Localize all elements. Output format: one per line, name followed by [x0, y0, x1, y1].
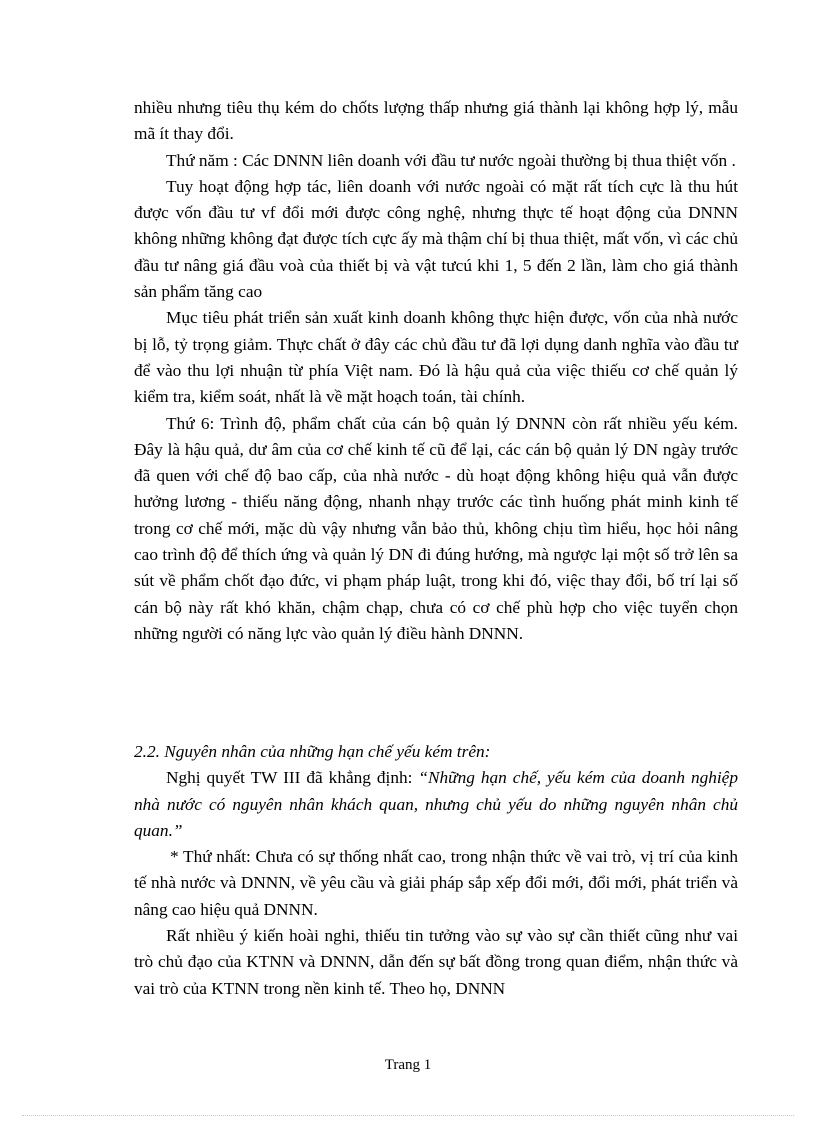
paragraph-6-quote: “Những hạn chế, yếu kém của doanh nghiệp nhà nước có nguyên nhân khách quan, nhưng chủ yếu do những nguyên nhân chủ quan.” [134, 768, 738, 840]
paragraph-5: Thứ 6: Trình độ, phẩm chất của cán bộ quản lý DNNN còn rất nhiều yếu kém. Đây là hậu quả, dư âm của cơ chế kinh tế cũ để lại, các cán bộ quản lý DN ngày trước đã quen với chế độ bao cấp, của nhà nước - dù hoạt động không hiệu quả vẫn được hưởng lương - thiếu năng động, nhanh nhạy trước các tình huống phát minh kinh tế trong cơ chế mới, mặc dù vậy nhưng vẫn bảo thủ, không chịu tìm hiểu, học hỏi nâng cao trình độ để thích ứng và quản lý DN đi đúng hướng, mà ngược lại một số trở lên sa sút về phẩm chốt đạo đức, vi phạm pháp luật, trong khi đó, việc thay đổi, bố trí lại số cán bộ này rất khó khăn, chậm chạp, chưa có cơ chế phù hợp cho việc tuyển chọn những người có năng lực vào quản lý điều hành DNNN. [134, 413, 738, 643]
paragraph-8: Rất nhiều ý kiến hoài nghi, thiếu tin tưởng vào sự vào sự cần thiết cũng như vai trò chủ đạo của KTNN và DNNN, dẫn đến sự bất đồng trong quan điểm, nhận thức và vai trò của KTNN trong nền kinh tế. Theo họ, DNNN [134, 926, 738, 998]
paragraph-6-lead: Nghị quyết TW III đã khẳng định: [166, 768, 419, 788]
body-text-upper [134, 95, 738, 647]
paragraph-2: Thứ năm : Các DNNN liên doanh với đầu tư nước ngoài thường bị thua thiệt vốn . [166, 150, 736, 170]
body-text-lower [134, 739, 738, 1002]
page-bottom-rule [22, 1115, 794, 1116]
section-heading: 2.2. Nguyên nhân của những hạn chế yếu kém trên: [134, 742, 491, 761]
paragraph-7: * Thứ nhất: Chưa có sự thống nhất cao, trong nhận thức về vai trò, vị trí của kinh tế nhà nước và DNNN, về yêu cầu và giải pháp sắp xếp đổi mới, đổi mới, phát triển và nâng cao hiệu quả DNNN. [134, 847, 738, 919]
paragraph-3: Tuy hoạt động hợp tác, liên doanh với nước ngoài có mặt rất tích cực là thu hút được vốn đầu tư vf đổi mới được công nghệ, nhưng thực tế hoạt động của DNNN không những không đạt được tích cực ấy mà thậm chí bị thua thiệt, mất vốn, vì các chủ đầu tư nâng giá đầu voà của thiết bị và vật tưcú khi 1, 5 đến 2 lần, làm cho giá thành sản phẩm tăng cao [134, 176, 738, 302]
paragraph-4: Mục tiêu phát triển sản xuất kinh doanh không thực hiện được, vốn của nhà nước bị lỗ, tỷ trọng giảm. Thực chất ở đây các chủ đầu tư đã lợi dụng danh nghĩa vào đầu tư để vào thu lợi nhuận từ phía Việt nam. Đó là hậu quả của việc thiếu cơ chế quản lý kiểm tra, kiểm soát, nhất là về mặt hoạch toán, tài chính. [134, 308, 738, 407]
paragraph-1: nhiều nhưng tiêu thụ kém do chốts lượng thấp nhưng giá thành lại không hợp lý, mẫu mã ít thay đổi. [134, 98, 738, 144]
page-number: Trang 1 [384, 1057, 432, 1073]
paragraph-6 [134, 765, 738, 844]
